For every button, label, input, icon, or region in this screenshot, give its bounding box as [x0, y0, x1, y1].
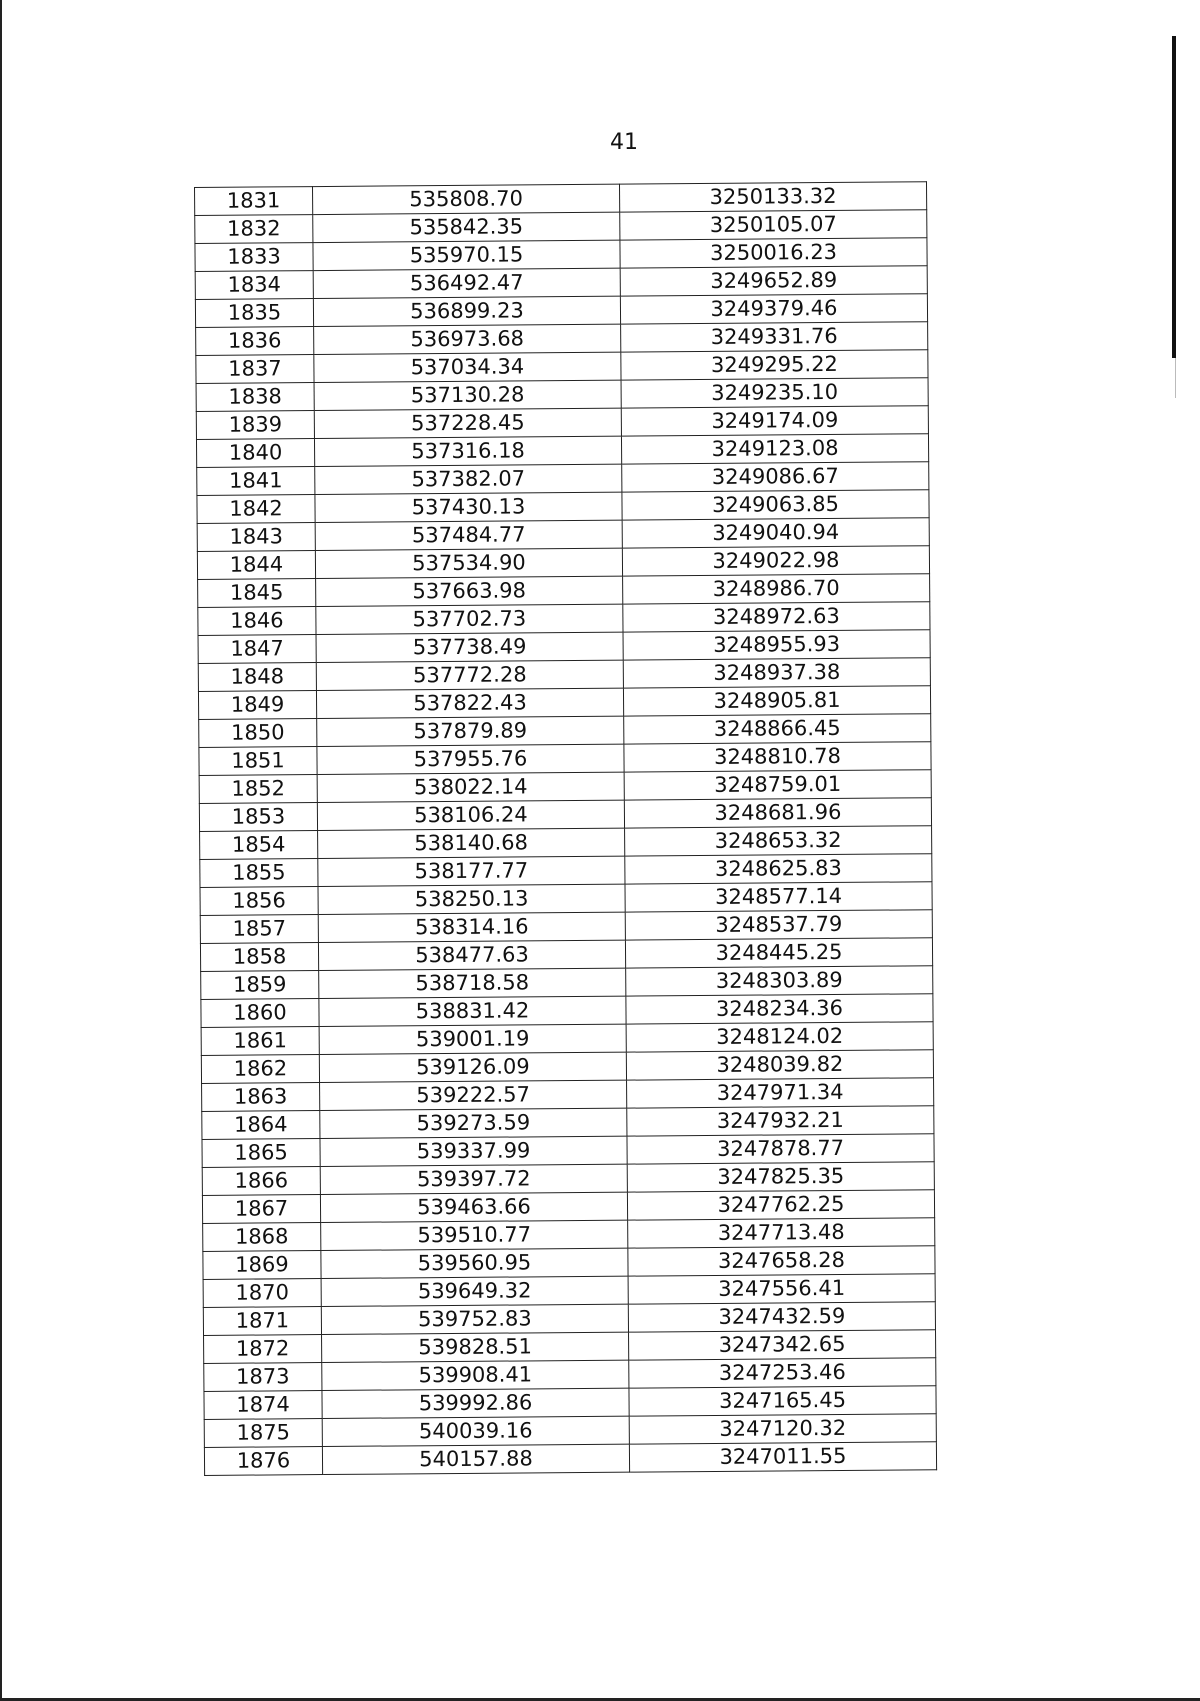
y-coordinate-cell: 3249174.09 [621, 406, 928, 436]
y-coordinate-cell: 3248625.83 [625, 854, 932, 884]
x-coordinate-cell: 539560.95 [321, 1248, 628, 1278]
y-coordinate-cell: 3247762.25 [627, 1190, 934, 1220]
coordinates-table-body [195, 182, 937, 1476]
x-coordinate-cell: 539397.72 [320, 1164, 627, 1194]
x-coordinate-cell: 537663.98 [316, 576, 623, 606]
x-coordinate-cell: 539752.83 [321, 1304, 628, 1334]
x-coordinate-cell: 539908.41 [322, 1360, 629, 1390]
page-number: 41 [610, 130, 638, 155]
point-id-cell: 1871 [203, 1307, 321, 1336]
x-coordinate-cell: 536899.23 [313, 296, 620, 326]
y-coordinate-cell: 3248039.82 [626, 1050, 933, 1080]
point-id-cell: 1831 [195, 187, 313, 216]
y-coordinate-cell: 3250016.23 [620, 238, 927, 268]
point-id-cell: 1842 [197, 495, 315, 524]
point-id-cell: 1832 [195, 215, 313, 244]
scan-edge-mark-faint [1175, 358, 1176, 398]
y-coordinate-cell: 3249235.10 [621, 378, 928, 408]
point-id-cell: 1852 [199, 775, 317, 804]
point-id-cell: 1859 [201, 971, 319, 1000]
x-coordinate-cell: 537484.77 [315, 520, 622, 550]
x-coordinate-cell: 538831.42 [319, 996, 626, 1026]
x-coordinate-cell: 538177.77 [318, 856, 625, 886]
y-coordinate-cell: 3248955.93 [623, 630, 930, 660]
point-id-cell: 1838 [196, 383, 314, 412]
point-id-cell: 1834 [195, 271, 313, 300]
scan-left-edge [0, 0, 2, 1701]
point-id-cell: 1840 [196, 439, 314, 468]
y-coordinate-cell: 3247825.35 [627, 1162, 934, 1192]
point-id-cell: 1850 [199, 719, 317, 748]
point-id-cell: 1849 [198, 691, 316, 720]
point-id-cell: 1854 [200, 831, 318, 860]
point-id-cell: 1853 [199, 803, 317, 832]
point-id-cell: 1846 [198, 607, 316, 636]
x-coordinate-cell: 537534.90 [315, 548, 622, 578]
point-id-cell: 1837 [196, 355, 314, 384]
x-coordinate-cell: 539273.59 [320, 1108, 627, 1138]
point-id-cell: 1867 [202, 1195, 320, 1224]
y-coordinate-cell: 3249295.22 [621, 350, 928, 380]
y-coordinate-cell: 3248124.02 [626, 1022, 933, 1052]
y-coordinate-cell: 3247932.21 [627, 1106, 934, 1136]
x-coordinate-cell: 539510.77 [321, 1220, 628, 1250]
point-id-cell: 1833 [195, 243, 313, 272]
y-coordinate-cell: 3249022.98 [622, 546, 929, 576]
x-coordinate-cell: 538140.68 [318, 828, 625, 858]
point-id-cell: 1872 [204, 1335, 322, 1364]
x-coordinate-cell: 537879.89 [317, 716, 624, 746]
y-coordinate-cell: 3247011.55 [629, 1442, 936, 1472]
y-coordinate-cell: 3248234.36 [626, 994, 933, 1024]
y-coordinate-cell: 3248810.78 [624, 742, 931, 772]
table-row [204, 1442, 936, 1476]
point-id-cell: 1868 [203, 1223, 321, 1252]
point-id-cell: 1856 [200, 887, 318, 916]
y-coordinate-cell: 3249086.67 [622, 462, 929, 492]
point-id-cell: 1869 [203, 1251, 321, 1280]
point-id-cell: 1864 [202, 1111, 320, 1140]
point-id-cell: 1873 [204, 1363, 322, 1392]
y-coordinate-cell: 3247658.28 [628, 1246, 935, 1276]
x-coordinate-cell: 538022.14 [317, 772, 624, 802]
x-coordinate-cell: 539001.19 [319, 1024, 626, 1054]
point-id-cell: 1863 [202, 1083, 320, 1112]
x-coordinate-cell: 537034.34 [314, 352, 621, 382]
x-coordinate-cell: 538477.63 [318, 940, 625, 970]
x-coordinate-cell: 539992.86 [322, 1388, 629, 1418]
x-coordinate-cell: 537130.28 [314, 380, 621, 410]
y-coordinate-cell: 3247556.41 [628, 1274, 935, 1304]
y-coordinate-cell: 3247253.46 [629, 1358, 936, 1388]
x-coordinate-cell: 537430.13 [315, 492, 622, 522]
y-coordinate-cell: 3248972.63 [623, 602, 930, 632]
y-coordinate-cell: 3249331.76 [621, 322, 928, 352]
y-coordinate-cell: 3247120.32 [629, 1414, 936, 1444]
y-coordinate-cell: 3247971.34 [627, 1078, 934, 1108]
scan-edge-mark [1172, 36, 1176, 358]
x-coordinate-cell: 539126.09 [319, 1052, 626, 1082]
x-coordinate-cell: 536492.47 [313, 268, 620, 298]
point-id-cell: 1874 [204, 1391, 322, 1420]
x-coordinate-cell: 537738.49 [316, 632, 623, 662]
y-coordinate-cell: 3249379.46 [620, 294, 927, 324]
x-coordinate-cell: 535808.70 [313, 184, 620, 214]
point-id-cell: 1857 [200, 915, 318, 944]
point-id-cell: 1848 [198, 663, 316, 692]
x-coordinate-cell: 537955.76 [317, 744, 624, 774]
y-coordinate-cell: 3247432.59 [628, 1302, 935, 1332]
point-id-cell: 1845 [198, 579, 316, 608]
coordinates-table [194, 181, 937, 1476]
point-id-cell: 1860 [201, 999, 319, 1028]
y-coordinate-cell: 3247878.77 [627, 1134, 934, 1164]
y-coordinate-cell: 3250105.07 [620, 210, 927, 240]
point-id-cell: 1835 [195, 299, 313, 328]
point-id-cell: 1844 [197, 551, 315, 580]
point-id-cell: 1839 [196, 411, 314, 440]
x-coordinate-cell: 539222.57 [320, 1080, 627, 1110]
x-coordinate-cell: 537822.43 [316, 688, 623, 718]
y-coordinate-cell: 3249123.08 [621, 434, 928, 464]
x-coordinate-cell: 539828.51 [322, 1332, 629, 1362]
y-coordinate-cell: 3249040.94 [622, 518, 929, 548]
point-id-cell: 1855 [200, 859, 318, 888]
x-coordinate-cell: 539649.32 [321, 1276, 628, 1306]
y-coordinate-cell: 3249652.89 [620, 266, 927, 296]
point-id-cell: 1847 [198, 635, 316, 664]
y-coordinate-cell: 3248681.96 [624, 798, 931, 828]
point-id-cell: 1875 [204, 1419, 322, 1448]
x-coordinate-cell: 537382.07 [315, 464, 622, 494]
x-coordinate-cell: 538106.24 [317, 800, 624, 830]
x-coordinate-cell: 538250.13 [318, 884, 625, 914]
y-coordinate-cell: 3247165.45 [629, 1386, 936, 1416]
point-id-cell: 1876 [204, 1447, 322, 1476]
point-id-cell: 1836 [196, 327, 314, 356]
y-coordinate-cell: 3248905.81 [623, 686, 930, 716]
y-coordinate-cell: 3248937.38 [623, 658, 930, 688]
point-id-cell: 1862 [201, 1055, 319, 1084]
x-coordinate-cell: 539337.99 [320, 1136, 627, 1166]
point-id-cell: 1861 [201, 1027, 319, 1056]
y-coordinate-cell: 3248653.32 [625, 826, 932, 856]
x-coordinate-cell: 535970.15 [313, 240, 620, 270]
x-coordinate-cell: 537702.73 [316, 604, 623, 634]
point-id-cell: 1865 [202, 1139, 320, 1168]
x-coordinate-cell: 540039.16 [322, 1416, 629, 1446]
y-coordinate-cell: 3248759.01 [624, 770, 931, 800]
y-coordinate-cell: 3248866.45 [624, 714, 931, 744]
x-coordinate-cell: 537228.45 [314, 408, 621, 438]
point-id-cell: 1841 [197, 467, 315, 496]
y-coordinate-cell: 3249063.85 [622, 490, 929, 520]
x-coordinate-cell: 537772.28 [316, 660, 623, 690]
x-coordinate-cell: 538314.16 [318, 912, 625, 942]
x-coordinate-cell: 536973.68 [314, 324, 621, 354]
x-coordinate-cell: 539463.66 [320, 1192, 627, 1222]
y-coordinate-cell: 3248577.14 [625, 882, 932, 912]
point-id-cell: 1843 [197, 523, 315, 552]
y-coordinate-cell: 3250133.32 [619, 182, 926, 212]
x-coordinate-cell: 538718.58 [319, 968, 626, 998]
y-coordinate-cell: 3247342.65 [629, 1330, 936, 1360]
x-coordinate-cell: 535842.35 [313, 212, 620, 242]
point-id-cell: 1866 [202, 1167, 320, 1196]
y-coordinate-cell: 3248303.89 [626, 966, 933, 996]
y-coordinate-cell: 3248986.70 [623, 574, 930, 604]
y-coordinate-cell: 3247713.48 [628, 1218, 935, 1248]
x-coordinate-cell: 537316.18 [314, 436, 621, 466]
x-coordinate-cell: 540157.88 [322, 1444, 629, 1474]
point-id-cell: 1858 [200, 943, 318, 972]
y-coordinate-cell: 3248445.25 [625, 938, 932, 968]
y-coordinate-cell: 3248537.79 [625, 910, 932, 940]
point-id-cell: 1870 [203, 1279, 321, 1308]
point-id-cell: 1851 [199, 747, 317, 776]
